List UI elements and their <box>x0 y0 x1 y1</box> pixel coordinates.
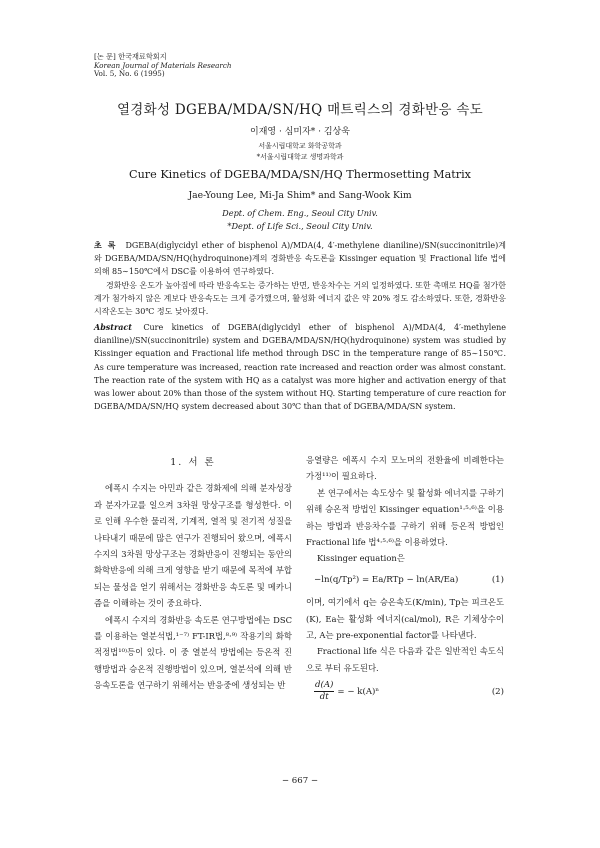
affiliations-korean <box>0 141 600 163</box>
body-paragraph-3: 응열량은 에폭시 수지 모노머의 전환율에 비례한다는 가정¹¹⁾이 필요하다. <box>306 455 504 482</box>
section-heading: 1. 서 론 <box>170 457 216 468</box>
journal-reference <box>94 53 232 79</box>
abstract-english <box>94 321 506 413</box>
abstract-ko-label: 초록 <box>94 240 122 250</box>
body-paragraph-5: Kissinger equation은 <box>317 553 405 564</box>
affiliations-english <box>0 207 600 233</box>
equation-2-rhs: = − k(A)ⁿ <box>337 686 380 697</box>
equation-1-expression: −ln(q/Tp²) = Ea/RTp − ln(AR/Ea) <box>314 574 459 585</box>
affiliation-ko-1: 서울시립대학교 화학공학과 <box>258 142 342 150</box>
body-column-left <box>94 452 292 694</box>
body-column-right <box>306 452 504 703</box>
page-number: − 667 − <box>281 776 319 786</box>
body-paragraph-2: 에폭시 수지의 경화반응 속도론 연구방법에는 DSC를 이용하는 열분석법,¹⁻⁷⁾ FT-IR법,⁸·⁹⁾ 작용기의 화학 적정법¹⁰⁾등이 있다. 이 중 열분석 방법에는 등온적 진행방법과 승온적 진행방법이 있으며, 열분석에 의해 반응속도론을 연구하기 위해서는 반응중에 생성되는 반 <box>94 614 292 691</box>
title-english: Cure Kinetics of DGEBA/MDA/SN/HQ Thermosetting Matrix <box>129 168 471 181</box>
abstract-ko-paragraph-2: 경화반응 온도가 높아짐에 따라 반응속도는 증가하는 반면, 반응차수는 거의 일정하였다. 또한 촉매로 HQ를 첨가한 계가 첨가하지 않은 계보다 반응속도는 크게 증가했으며, 활성화 에너지 값은 약 20% 정도 감소하였다. 또한, 경화반응 시작온도는 30℃ 정도 낮아졌다. <box>94 280 506 317</box>
abstract-en-label: Abstract <box>94 322 132 332</box>
abstract-ko-text-1: DGEBA(diglycidyl ether of bisphenol A)/MDA(4, 4′-methylene dianiline)/SN(succinonitrile)계와 DGEBA/MDA/SN/HQ(hydroquinone)계의 경화반응 속도론을 Kissinger equation 및 Fractional life 법에 의해 85∼150℃에서 DSC를 이용하여 연구하였다. <box>94 241 506 277</box>
equation-2 <box>306 680 504 703</box>
affiliation-en-1: Dept. of Chem. Eng., Seoul City Univ. <box>222 208 378 218</box>
journal-name: Korean Journal of Materials Research <box>94 60 232 70</box>
affiliation-en-2: *Dept. of Life Sci., Seoul City Univ. <box>227 221 373 231</box>
authors-korean: 이재영 · 심미자* · 김상욱 <box>250 127 350 137</box>
body-paragraph-1: 에폭시 수지는 아민과 같은 경화제에 의해 분자성장과 분자가교를 일으켜 3차원 망상구조를 형성한다. 이로 인해 우수한 물리적, 기계적, 열적 및 전기적 성질을 나타내기 때문에 많은 연구가 진행되어 왔으며, 에폭시 수지의 3차원 망상구조는 경화반응이 진행되는 동안의 화학반응에 의해 크게 영향을 받기 때문에 목적에 부합되는 물성을 얻기 위해서는 경화반응 속도론 및 메카니즘을 이해하는 것이 중요하다. <box>94 483 292 609</box>
equation-2-number: (2) <box>491 686 504 697</box>
equation-2-numerator: d(A) <box>315 680 334 691</box>
body-paragraph-7: Fractional life 식은 다음과 같은 일반적인 속도식으로 부터 유도된다. <box>306 646 504 673</box>
title-korean: 열경화성 DGEBA/MDA/SN/HQ 매트릭스의 경화반응 속도 <box>116 102 484 118</box>
abstract-korean <box>94 239 506 318</box>
authors-english: Jae-Young Lee, Mi-Ja Shim* and Sang-Wook Kim <box>188 190 412 201</box>
body-paragraph-6: 이며, 여기에서 q는 승온속도(K/min), Tp는 피크온도(K), Ea는 활성화 에너지(cal/mol), R은 기체상수이고, A는 pre-exponential factor를 나타낸다. <box>306 597 504 641</box>
affiliation-ko-2: *서울시립대학교 생명과학과 <box>256 153 344 161</box>
journal-tag: [논 문] 한국재료학회지 <box>94 52 167 61</box>
abstract-ko-paragraph-1 <box>94 239 506 279</box>
body-paragraph-4: 본 연구에서는 속도상수 및 활성화 에너지를 구하기 위해 승온적 방법인 Kissinger equation¹·⁵·⁶⁾을 이용하는 방법과 반응차수를 구하기 위해 등온적 방법인 Fractional life 법⁴·⁵·⁶⁾을 이용하였다. <box>306 487 504 548</box>
equation-1-number: (1) <box>491 574 504 585</box>
journal-volume: Vol. 5, No. 6 (1995) <box>94 69 165 79</box>
equation-2-fraction <box>314 680 334 703</box>
abstract-en-text: Cure kinetics of DGEBA(diglycidyl ether of bisphenol A)/MDA(4, 4′-methylene dianiline)/SN(succinonitrile) system and DGEBA/MDA/SN/HQ(hydroquinone) system was studied by Kissinger equation and Fractional life method through DSC in the temperature range of 85∼150℃. As cure temperature was increased, reaction rate increased and reaction order was almost constant. The reaction rate of the system with HQ as a catalyst was more higher and activation energy of that was lower about 20% than those of the system without HQ. Starting temperature of cure reaction for DGEBA/MDA/SN/HQ system decreased about 30℃ than that of DGEBA/MDA/SN system. <box>94 323 506 412</box>
equation-2-denominator: dt <box>319 692 329 703</box>
equation-1 <box>306 572 504 588</box>
